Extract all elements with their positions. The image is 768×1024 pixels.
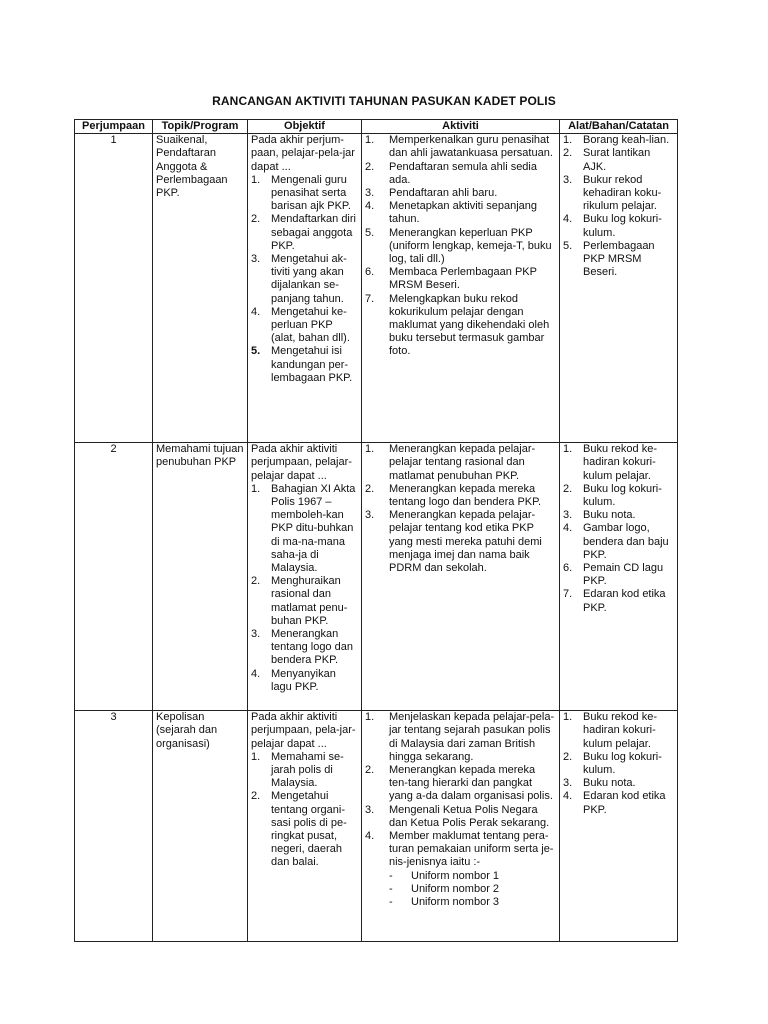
list-item: 3. Menerangkan tentang logo dan bendera PKP. xyxy=(251,628,353,667)
activity-list xyxy=(365,134,556,358)
list-item: 1. Mengenali guru penasihat serta barisan ajk PKP. xyxy=(251,173,351,213)
list-item: 1. Menjelaskan kepada pelajar-pela-jar tentang sejarah pasukan polis di Malaysia dari zaman British hingga sekarang. xyxy=(365,711,555,763)
activity-cell xyxy=(362,711,560,942)
objective-cell xyxy=(248,443,362,711)
list-item: 6. Membaca Perlembagaan PKP MRSM Beseri. xyxy=(365,266,537,292)
list-item: 4. Menetapkan aktiviti sepanjang tahun. xyxy=(365,200,537,226)
header-objektif: Objektif xyxy=(248,120,362,134)
list-item: 3. Buku nota. xyxy=(563,509,636,522)
uniform-sublist xyxy=(389,870,556,910)
table-row xyxy=(75,443,678,711)
materials-cell xyxy=(560,711,678,942)
list-item: 1. Memperkenalkan guru penasihat dan ahli jawatankuasa persatuan. xyxy=(365,134,553,160)
list-item: 2. Mendaftarkan diri sebagai anggota PKP. xyxy=(251,213,356,252)
list-item: 1. Menerangkan kepada pelajar-pelajar tentang rasional dan matlamat penubuhan PKP. xyxy=(365,443,536,482)
objective-list xyxy=(251,483,358,694)
list-item: 4. Gambar logo, bendera dan baju PKP. xyxy=(563,522,669,561)
table-header-row xyxy=(75,120,678,134)
list-item: 7. Melengkapkan buku rekod kokurikulum pelajar dengan maklumat yang dikehendaki oleh buku tersebut termasuk gambar foto. xyxy=(365,292,550,358)
objective-cell xyxy=(248,711,362,942)
list-item: 4. Member maklumat tentang pera-turan pemakaian uniform serta je-nis-jenisnya iaitu :- xyxy=(365,830,554,869)
list-item: 6. Pemain CD lagu PKP. xyxy=(563,562,664,588)
materials-list xyxy=(563,134,674,279)
materials-list xyxy=(563,443,674,615)
list-item: 1. Buku rekod ke-hadiran kokuri-kulum pelajar. xyxy=(563,711,657,750)
activity-cell xyxy=(362,134,560,443)
topic-cell: Kepolisan (sejarah dan organisasi) xyxy=(153,711,248,942)
list-item: 1. Buku rekod ke-hadiran kokuri-kulum pelajar. xyxy=(563,443,657,482)
list-item: 4. Edaran kod etika PKP. xyxy=(563,790,666,816)
objective-list xyxy=(251,751,358,870)
list-item: 2. Pendaftaran semula ahli sedia ada. xyxy=(365,160,537,186)
list-item: 2. Surat lantikan AJK. xyxy=(563,147,651,173)
list-item: 2. Menghuraikan rasional dan matlamat penu-buhan PKP. xyxy=(251,575,348,627)
objective-intro: Pada akhir perjum-paan, pelajar-pela-jar dapat ... xyxy=(251,134,355,173)
activity-list xyxy=(365,711,556,869)
objective-cell xyxy=(248,134,362,443)
materials-cell xyxy=(560,443,678,711)
list-item: 1. Borang keah-lian. xyxy=(563,134,670,147)
topic-cell: Suaikenal, Pendaftaran Anggota & Perlembagaan PKP. xyxy=(153,134,248,443)
list-item: 4. Mengetahui ke-perluan PKP (alat, bahan dll). xyxy=(251,305,350,345)
list-item: 4. Menyanyikan lagu PKP. xyxy=(251,667,336,693)
list-item: - Uniform nombor 3 xyxy=(389,896,500,909)
materials-list xyxy=(563,711,674,817)
list-item: 5. Mengetahui isi kandungan per-lembagaan PKP. xyxy=(251,345,353,384)
table-row xyxy=(75,711,678,942)
list-item: 3. Mengetahui ak-tiviti yang akan dijalankan se-panjang tahun. xyxy=(251,253,347,305)
list-item: 2. Menerangkan kepada mereka tentang logo dan bendera PKP. xyxy=(365,482,542,509)
list-item: 2. Menerangkan kepada mereka ten-tang hierarki dan pangkat yang a-da dalam organisasi polis. xyxy=(365,764,553,803)
activity-cell xyxy=(362,443,560,711)
header-alat-bahan-catatan: Alat/Bahan/Catatan xyxy=(560,120,678,134)
meeting-number: 2 xyxy=(75,443,153,711)
list-item: 7. Edaran kod etika PKP. xyxy=(563,588,666,614)
list-item: 3. Mengenali Ketua Polis Negara dan Ketua Polis Perak sekarang. xyxy=(365,803,550,829)
list-item: 2. Mengetahui tentang organi-sasi polis di pe-ringkat pusat, negeri, daerah dan balai. xyxy=(251,790,347,869)
activity-plan-table xyxy=(74,119,678,942)
materials-cell xyxy=(560,134,678,443)
objective-intro: Pada akhir aktiviti perjumpaan, pela-jar-pelajar dapat ... xyxy=(251,711,356,750)
list-item: 5. Menerangkan keperluan PKP (uniform lengkap, kemeja-T, buku log, tali dll.) xyxy=(365,226,552,266)
page-title: RANCANGAN AKTIVITI TAHUNAN PASUKAN KADET POLIS xyxy=(212,94,556,108)
list-item: - Uniform nombor 2 xyxy=(389,882,500,895)
header-topik-program: Topik/Program xyxy=(153,120,248,134)
list-item: 2. Buku log kokuri-kulum. xyxy=(563,750,662,777)
objective-list xyxy=(251,174,358,385)
activity-list xyxy=(365,443,556,575)
header-aktiviti: Aktiviti xyxy=(362,120,560,134)
list-item: 3. Pendaftaran ahli baru. xyxy=(365,187,498,200)
list-item: 1. Memahami se-jarah polis di Malaysia. xyxy=(251,750,344,790)
topic-cell: Memahami tujuan penubuhan PKP xyxy=(153,443,248,711)
list-item: - Uniform nombor 1 xyxy=(389,869,500,882)
list-item: 3. Buku nota. xyxy=(563,777,636,790)
meeting-number: 3 xyxy=(75,711,153,942)
objective-intro: Pada akhir aktiviti perjumpaan, pelajar-pelajar dapat ... xyxy=(251,443,352,482)
header-perjumpaan: Perjumpaan xyxy=(75,120,153,134)
list-item: 2. Buku log kokuri-kulum. xyxy=(563,482,662,509)
list-item: 4. Buku log kokuri-kulum. xyxy=(563,213,662,239)
meeting-number: 1 xyxy=(75,134,153,443)
list-item: 3. Bukur rekod kehadiran koku-rikulum pelajar. xyxy=(563,173,662,213)
list-item: 3. Menerangkan kepada pelajar-pelajar tentang kod etika PKP yang mesti mereka patuhi demi menjaga imej dan nama baik PDRM dan sekolah. xyxy=(365,509,542,575)
list-item: 1. Bahagian XI Akta Polis 1967 – memboleh-kan PKP ditu-buhkan di ma-na-mana saha-ja di Malaysia. xyxy=(251,482,356,575)
list-item: 5. Perlembagaan PKP MRSM Beseri. xyxy=(563,239,655,279)
table-row xyxy=(75,134,678,443)
